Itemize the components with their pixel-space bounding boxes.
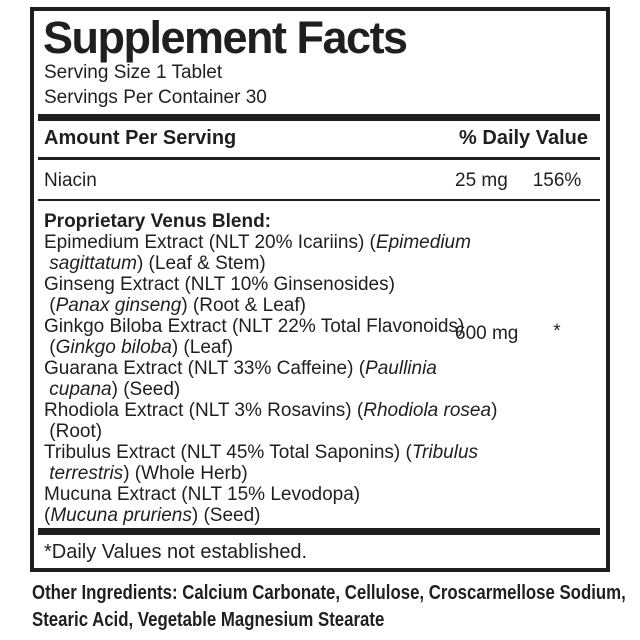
blend-line: (Root): [44, 421, 103, 442]
daily-value-footnote: *Daily Values not established.: [44, 541, 308, 563]
blend-line: Ginseng Extract (NLT 10% Ginsenosides): [44, 274, 395, 295]
blend-amount: 600 mg: [455, 323, 519, 344]
proprietary-blend-list: [44, 211, 497, 526]
blend-line: (Ginkgo biloba) (Leaf): [44, 337, 234, 358]
column-header-daily-value: % Daily Value: [459, 127, 588, 149]
blend-line: Ginkgo Biloba Extract (NLT 22% Total Flavonoids): [44, 316, 465, 337]
blend-line: cupana) (Seed): [49, 379, 181, 400]
blend-line: Guarana Extract (NLT 33% Caffeine) (Paullinia: [44, 358, 437, 379]
blend-line: sagittatum) (Leaf & Stem): [49, 253, 266, 274]
blend-line: terrestris) (Whole Herb): [49, 463, 248, 484]
blend-line: Proprietary Venus Blend:: [44, 211, 272, 232]
supplement-facts-panel: [30, 7, 610, 572]
column-header-amount: Amount Per Serving: [44, 127, 237, 149]
blend-line: Mucuna Extract (NLT 15% Levodopa): [44, 484, 361, 505]
blend-line: (Mucuna pruriens) (Seed): [44, 505, 261, 526]
other-ingredients-line: Stearic Acid, Vegetable Magnesium Stearate: [32, 609, 385, 631]
serving-size: Serving Size 1 Tablet: [44, 62, 223, 83]
blend-line: Epimedium Extract (NLT 20% Icariins) (Epimedium: [44, 232, 471, 253]
panel-title: Supplement Facts: [43, 12, 407, 63]
thin-rule-under-niacin: [38, 199, 600, 201]
other-ingredients-line: Other Ingredients: Calcium Carbonate, Cellulose, Croscarmellose Sodium,: [32, 582, 626, 604]
servings-per-container: Servings Per Container 30: [44, 87, 267, 108]
medium-rule-under-header: [38, 157, 600, 160]
thick-rule-top: [38, 114, 600, 121]
thick-rule-bottom: [38, 528, 600, 535]
blend-line: Rhodiola Extract (NLT 3% Rosavins) (Rhodiola rosea): [44, 400, 498, 421]
blend-dv-asterisk: *: [553, 321, 561, 342]
blend-line: Tribulus Extract (NLT 45% Total Saponins) (Tribulus: [44, 442, 479, 463]
other-ingredients: [32, 580, 640, 634]
nutrient-dv-niacin: 156%: [532, 170, 582, 191]
nutrient-amount-niacin: 25 mg: [455, 170, 508, 191]
blend-line: (Panax ginseng) (Root & Leaf): [44, 295, 306, 316]
nutrient-name-niacin: Niacin: [44, 170, 97, 191]
